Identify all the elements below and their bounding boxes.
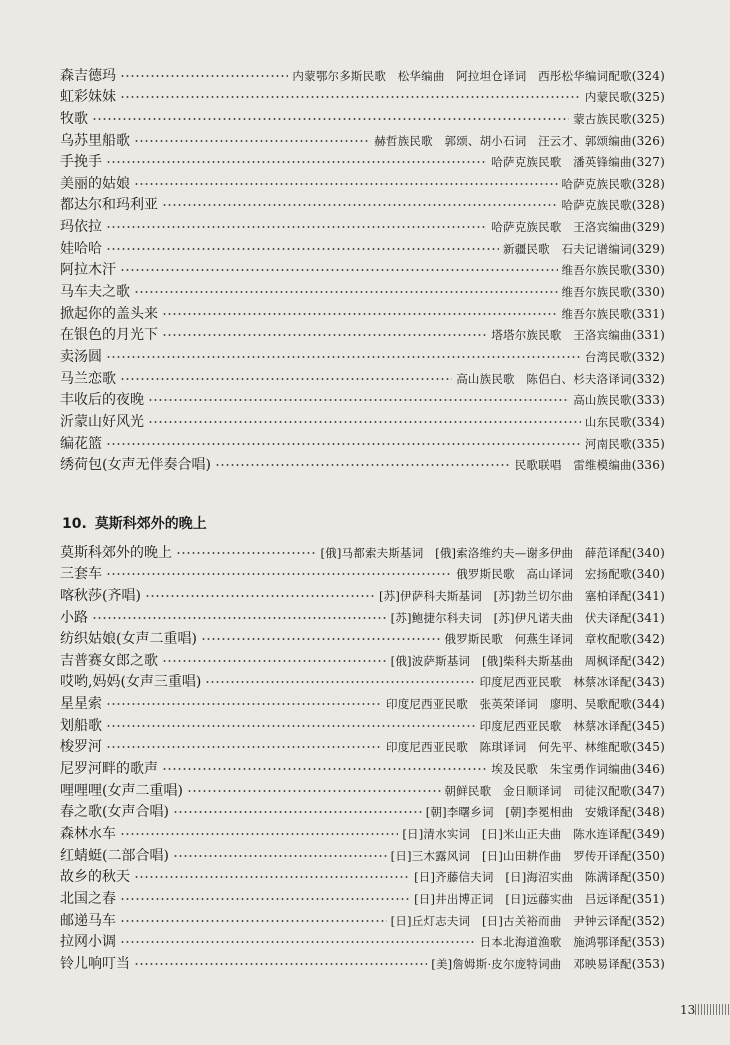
dot-leader	[106, 439, 581, 449]
dot-leader	[120, 829, 398, 839]
dot-leader	[120, 92, 581, 102]
dot-leader	[106, 742, 382, 752]
dot-leader	[173, 807, 422, 817]
entry-page: (346)	[631, 762, 665, 777]
entry-credit: 维吾尔族民歌	[561, 263, 632, 278]
entry-page: (342)	[631, 653, 665, 668]
dot-leader	[134, 179, 558, 189]
toc-entry[interactable]	[60, 908, 665, 930]
toc-entry[interactable]	[60, 886, 665, 908]
entry-credit: 新疆民歌 石夫记谱编词	[503, 241, 632, 256]
toc-entry[interactable]	[60, 279, 665, 301]
entry-credit: 维吾尔族民歌	[561, 285, 632, 300]
entry-page: (329)	[631, 220, 665, 235]
entry-title: 哎哟,妈妈(女声三重唱)	[60, 674, 202, 691]
toc-entry[interactable]	[60, 85, 665, 107]
toc-entry[interactable]	[60, 713, 665, 735]
toc-entry[interactable]	[60, 930, 665, 952]
entry-title: 春之歌(女声合唱)	[60, 804, 169, 821]
toc-entry[interactable]	[60, 258, 665, 280]
entry-page: (340)	[631, 545, 665, 560]
dot-leader	[120, 374, 452, 384]
dot-leader	[173, 851, 387, 861]
entry-title: 玛依拉	[60, 219, 102, 236]
entry-title: 马车夫之歌	[60, 284, 130, 301]
entry-title: 阿拉木汗	[60, 262, 116, 279]
toc-entry[interactable]	[60, 583, 665, 605]
entry-credit: 高山族民歌 陈侣白、杉夫洛译词	[456, 371, 632, 386]
toc-entry[interactable]	[60, 453, 665, 475]
entry-page: (332)	[631, 371, 665, 386]
entry-credit: [日]丘灯志夫词 [日]古关裕而曲 尹钟云译配	[390, 913, 632, 928]
entry-title: 马兰恋歌	[60, 370, 116, 387]
entry-title: 丰收后的夜晚	[60, 392, 144, 409]
dot-leader	[106, 244, 499, 254]
dot-leader	[162, 764, 487, 774]
dot-leader	[162, 330, 487, 340]
entry-page: (325)	[631, 90, 665, 105]
toc-entry[interactable]	[60, 691, 665, 713]
entry-title: 纺织姑娘(女声二重唱)	[60, 631, 197, 648]
toc-section-folk-songs	[60, 63, 665, 474]
entry-title: 都达尔和玛利亚	[60, 197, 158, 214]
dot-leader	[120, 71, 288, 81]
entry-page: (353)	[631, 935, 665, 950]
entry-credit: 俄罗斯民歌 高山译词 宏扬配歌	[456, 567, 632, 582]
entry-title: 森吉德玛	[60, 67, 116, 84]
entry-credit: 维吾尔族民歌	[561, 306, 632, 321]
entry-title: 乌苏里船歌	[60, 132, 130, 149]
entry-title: 绣荷包(女声无伴奏合唱)	[60, 457, 211, 474]
entry-credit: 印度尼西亚民歌 张英荣译词 廖明、吴歌配歌	[386, 697, 632, 712]
entry-page: (345)	[631, 718, 665, 733]
entry-page: (325)	[631, 111, 665, 126]
page-number: 13	[680, 1003, 696, 1017]
entry-page: (336)	[631, 458, 665, 473]
dot-leader	[120, 916, 387, 926]
entry-page: (350)	[631, 848, 665, 863]
toc-entry[interactable]	[60, 778, 665, 800]
entry-page: (350)	[631, 870, 665, 885]
toc-entry[interactable]	[60, 648, 665, 670]
toc-entry[interactable]	[60, 562, 665, 584]
dot-leader	[106, 157, 487, 167]
entry-title: 编花篮	[60, 435, 102, 452]
entry-title: 虹彩妹妹	[60, 89, 116, 106]
entry-page: (331)	[631, 306, 665, 321]
toc-entry[interactable]	[60, 821, 665, 843]
entry-credit: 印度尼西亚民歌 陈琪译词 何先平、林维配歌	[386, 740, 632, 755]
entry-page: (334)	[631, 414, 665, 429]
entry-title: 沂蒙山好风光	[60, 413, 144, 430]
dot-leader	[145, 591, 375, 601]
entry-title: 梭罗河	[60, 739, 102, 756]
entry-page: (340)	[631, 567, 665, 582]
entry-credit: 朝鲜民歌 金日顺译词 司徒汉配歌	[444, 783, 632, 798]
entry-title: 哩哩哩(女声二重唱)	[60, 782, 183, 799]
dot-leader	[120, 265, 558, 275]
dot-leader	[120, 937, 476, 947]
dot-leader	[106, 721, 476, 731]
entry-title: 北国之春	[60, 890, 116, 907]
toc-entry[interactable]	[60, 865, 665, 887]
entry-credit: [俄]波萨斯基词 [俄]柴科夫斯基曲 周枫译配	[390, 653, 632, 668]
entry-page: (330)	[631, 285, 665, 300]
entry-credit: [日]井出博正词 [日]远藤实曲 吕远译配	[414, 891, 632, 906]
toc-entry[interactable]	[60, 214, 665, 236]
toc-entry[interactable]	[60, 951, 665, 973]
entry-page: (345)	[631, 740, 665, 755]
entry-title: 星星索	[60, 696, 102, 713]
dot-leader	[148, 395, 569, 405]
entry-title: 小路	[60, 609, 88, 626]
dot-leader	[106, 569, 452, 579]
toc-entry[interactable]	[60, 366, 665, 388]
dot-leader	[162, 656, 387, 666]
entry-credit: 民歌联唱 雷维模编曲	[514, 458, 632, 473]
entry-title: 拉网小调	[60, 934, 116, 951]
dot-leader	[162, 200, 558, 210]
entry-credit: 内蒙民歌	[584, 90, 632, 105]
entry-credit: 日本北海道渔歌 施鸿鄂译配	[479, 935, 632, 950]
toc-entry[interactable]	[60, 236, 665, 258]
entry-page: (344)	[631, 697, 665, 712]
dot-leader	[106, 699, 382, 709]
entry-title: 娃哈哈	[60, 240, 102, 257]
entry-page: (341)	[631, 588, 665, 603]
dot-leader	[162, 309, 558, 319]
entry-title: 手挽手	[60, 154, 102, 171]
section-number: 10.	[62, 516, 87, 532]
dot-leader	[106, 222, 487, 232]
entry-credit: 赫哲族民歌 郭颂、胡小石词 汪云才、郭颂编曲	[374, 133, 632, 148]
toc-section-foreign-songs	[60, 540, 665, 973]
toc-entry[interactable]	[60, 605, 665, 627]
dot-leader	[187, 786, 441, 796]
toc-entry[interactable]	[60, 409, 665, 431]
entry-title: 森林水车	[60, 825, 116, 842]
dot-leader	[134, 136, 370, 146]
toc-entry[interactable]	[60, 323, 665, 345]
entry-page: (330)	[631, 263, 665, 278]
entry-page: (327)	[631, 155, 665, 170]
entry-credit: 内蒙鄂尔多斯民歌 松华编曲 阿拉坦仓译词 西彤松华编词配歌	[292, 68, 632, 83]
section-heading	[62, 513, 207, 533]
dot-leader	[106, 352, 581, 362]
entry-page: (342)	[631, 632, 665, 647]
entry-title: 卖汤圆	[60, 348, 102, 365]
toc-entry[interactable]	[60, 800, 665, 822]
entry-credit: 河南民歌	[584, 436, 632, 451]
entry-credit: [日]清水实词 [日]米山正夫曲 陈水连译配	[402, 826, 632, 841]
dot-leader	[148, 417, 581, 427]
entry-title: 莫斯科郊外的晚上	[60, 544, 172, 561]
entry-page: (351)	[631, 891, 665, 906]
entry-credit: 印度尼西亚民歌 林蔡冰译配	[479, 718, 632, 733]
entry-page: (331)	[631, 328, 665, 343]
entry-title: 邮递马车	[60, 912, 116, 929]
entry-credit: [美]詹姆斯·皮尔庞特词曲 邓映易译配	[431, 956, 632, 971]
toc-entry[interactable]	[60, 843, 665, 865]
entry-page: (348)	[631, 805, 665, 820]
entry-credit: 高山族民歌	[573, 393, 632, 408]
entry-credit: [日]三木露风词 [日]山田耕作曲 罗传开译配	[390, 848, 632, 863]
entry-page: (328)	[631, 198, 665, 213]
dot-leader	[134, 959, 427, 969]
entry-title: 美丽的姑娘	[60, 175, 130, 192]
entry-page: (352)	[631, 913, 665, 928]
entry-page: (333)	[631, 393, 665, 408]
page-edge-marker	[695, 1004, 730, 1015]
dot-leader	[120, 894, 410, 904]
entry-credit: 台湾民歌	[584, 349, 632, 364]
entry-title: 吉普赛女郎之歌	[60, 652, 158, 669]
entry-page: (332)	[631, 349, 665, 364]
dot-leader	[201, 634, 441, 644]
entry-title: 牧歌	[60, 110, 88, 127]
entry-page: (341)	[631, 610, 665, 625]
dot-leader	[205, 677, 475, 687]
entry-credit: 哈萨克族民歌 王洛宾编曲	[491, 220, 632, 235]
entry-credit: 埃及民歌 朱宝勇作词编曲	[491, 762, 632, 777]
entry-page: (326)	[631, 133, 665, 148]
entry-title: 掀起你的盖头来	[60, 305, 158, 322]
dot-leader	[134, 287, 558, 297]
toc-entry[interactable]	[60, 540, 665, 562]
entry-page: (349)	[631, 826, 665, 841]
entry-credit: 哈萨克族民歌	[561, 198, 632, 213]
toc-entry[interactable]	[60, 150, 665, 172]
toc-entry[interactable]	[60, 735, 665, 757]
dot-leader	[134, 872, 410, 882]
toc-entry[interactable]	[60, 344, 665, 366]
entry-credit: 蒙古族民歌	[573, 111, 632, 126]
toc-entry[interactable]	[60, 128, 665, 150]
dot-leader	[176, 548, 316, 558]
toc-entry[interactable]	[60, 670, 665, 692]
entry-title: 红蜻蜓(二部合唱)	[60, 847, 169, 864]
dot-leader	[215, 460, 511, 470]
entry-credit: 塔塔尔族民歌 王洛宾编曲	[491, 328, 632, 343]
entry-credit: 哈萨克族民歌	[561, 176, 632, 191]
entry-title: 故乡的秋天	[60, 869, 130, 886]
section-title: 莫斯科郊外的晚上	[94, 516, 207, 532]
entry-title: 喀秋莎(齐唱)	[60, 587, 141, 604]
entry-credit: [苏]鲍捷尔科夫词 [苏]伊凡诺夫曲 伏夫译配	[390, 610, 632, 625]
entry-title: 划船歌	[60, 717, 102, 734]
dot-leader	[92, 613, 387, 623]
entry-credit: 印度尼西亚民歌 林蔡冰译配	[479, 675, 632, 690]
toc-entry[interactable]	[60, 627, 665, 649]
toc-entry[interactable]	[60, 63, 665, 85]
entry-credit: [苏]伊萨科夫斯基词 [苏]勃兰切尔曲 塞柏译配	[378, 588, 632, 603]
entry-credit: 哈萨克族民歌 潘英锋编曲	[491, 155, 632, 170]
entry-page: (353)	[631, 956, 665, 971]
toc-entry[interactable]	[60, 388, 665, 410]
entry-title: 三套车	[60, 566, 102, 583]
entry-title: 尼罗河畔的歌声	[60, 761, 158, 778]
entry-page: (343)	[631, 675, 665, 690]
toc-entry[interactable]	[60, 106, 665, 128]
entry-credit: 山东民歌	[584, 414, 632, 429]
entry-page: (328)	[631, 176, 665, 191]
toc-entry[interactable]	[60, 756, 665, 778]
entry-title: 铃儿响叮当	[60, 955, 130, 972]
entry-title: 在银色的月光下	[60, 327, 158, 344]
dot-leader	[92, 114, 569, 124]
toc-entry[interactable]	[60, 301, 665, 323]
entry-credit: [俄]马都索夫斯基词 [俄]索洛维约夫—谢多伊曲 薛范译配	[320, 545, 632, 560]
toc-entry[interactable]	[60, 171, 665, 193]
entry-credit: [朝]李曙乡词 [朝]李冕相曲 安娥译配	[425, 805, 632, 820]
entry-page: (335)	[631, 436, 665, 451]
entry-credit: [日]齐藤信夫词 [日]海沼实曲 陈满译配	[414, 870, 632, 885]
entry-page: (329)	[631, 241, 665, 256]
entry-credit: 俄罗斯民歌 何燕生译词 章枚配歌	[444, 632, 632, 647]
entry-page: (324)	[631, 68, 665, 83]
toc-entry[interactable]	[60, 431, 665, 453]
toc-entry[interactable]	[60, 193, 665, 215]
entry-page: (347)	[631, 783, 665, 798]
